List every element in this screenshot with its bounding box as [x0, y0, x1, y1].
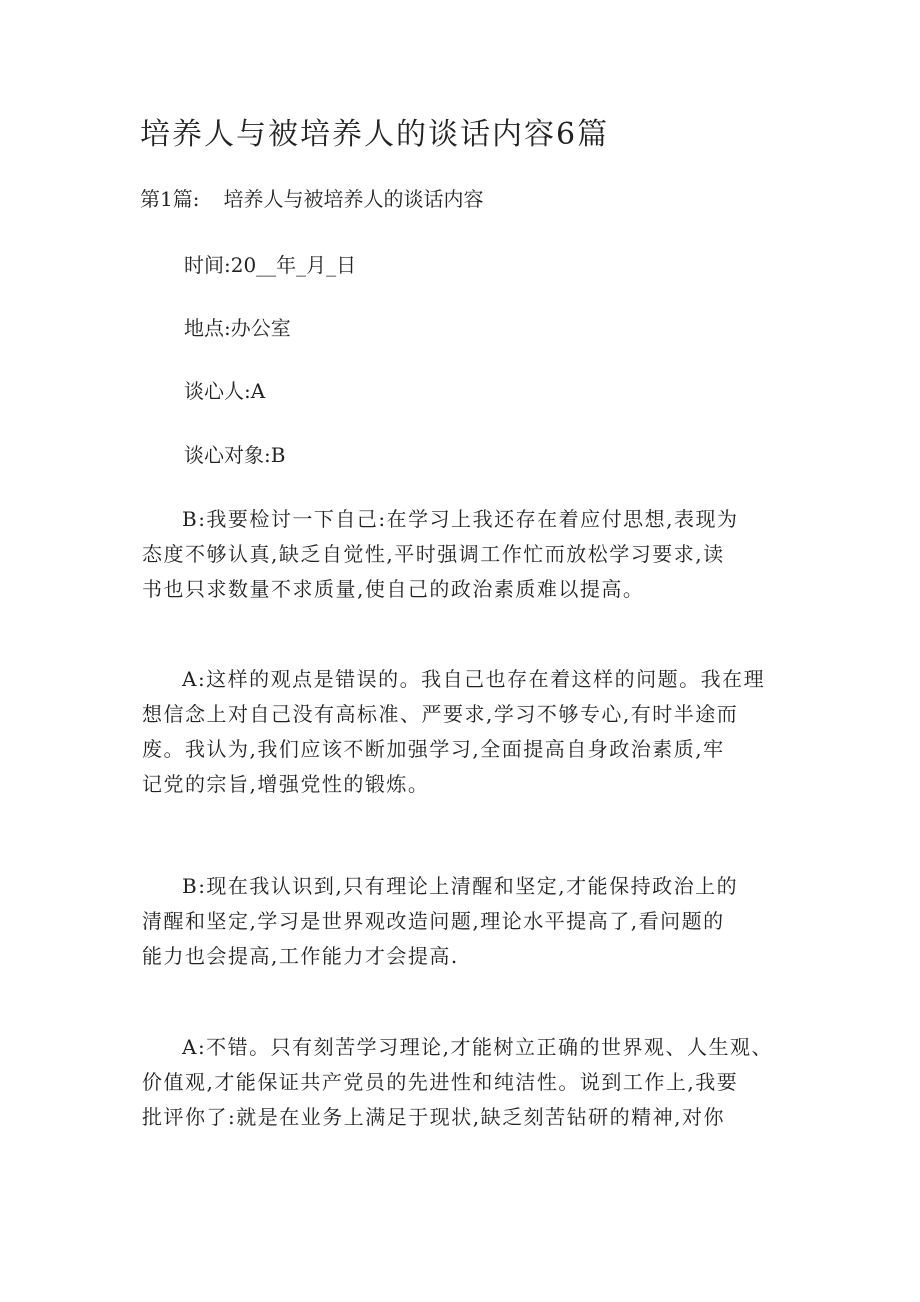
- paragraph-line: B:现在我认识到,只有理论上清醒和坚定,才能保持政治上的: [182, 874, 739, 898]
- paragraph-line: 清醒和坚定,学习是世界观改造问题,理论水平提高了,看问题的: [142, 909, 725, 933]
- paragraph-line: 批评你了:就是在业务上满足于现状,缺乏刻苦钻研的精神,对你: [142, 1105, 725, 1129]
- meeting-time: 时间:20__年_月_日: [184, 253, 357, 277]
- meeting-target: 谈心对象:B: [184, 443, 286, 467]
- paragraph-line: 想信念上对自己没有高标准、严要求,学习不够专心,有时半途而: [142, 702, 739, 726]
- dialogue-paragraph: [142, 1030, 802, 1135]
- paragraph-line: 废。我认为,我们应该不断加强学习,全面提高自身政治素质,牢: [142, 737, 725, 761]
- section-label: 第1篇:: [140, 187, 200, 211]
- paragraph-line: 态度不够认真,缺乏自觉性,平时强调工作忙而放松学习要求,读: [142, 542, 725, 566]
- section-title: 培养人与被培养人的谈话内容: [223, 187, 484, 211]
- meeting-place: 地点:办公室: [184, 316, 291, 340]
- dialogue-paragraph: [142, 869, 802, 974]
- paragraph-line: 书也只求数量不求质量,使自己的政治素质难以提高。: [142, 577, 645, 601]
- paragraph-line: A:不错。只有刻苦学习理论,才能树立正确的世界观、人生观、: [182, 1035, 774, 1059]
- section-heading: [140, 184, 483, 214]
- meeting-speaker: 谈心人:A: [184, 379, 266, 403]
- paragraph-line: B:我要检讨一下自己:在学习上我还存在着应付思想,表现为: [182, 507, 739, 531]
- paragraph-line: 能力也会提高,工作能力才会提高.: [142, 944, 459, 968]
- paragraph-line: 记党的宗旨,增强党性的锻炼。: [142, 772, 430, 796]
- dialogue-paragraph: [142, 502, 802, 607]
- dialogue-paragraph: [142, 662, 802, 802]
- paragraph-line: 价值观,才能保证共产党员的先进性和纯洁性。说到工作上,我要: [142, 1070, 739, 1094]
- document-title: 培养人与被培养人的谈话内容6篇: [140, 117, 610, 152]
- paragraph-line: A:这样的观点是错误的。我自己也存在着这样的问题。我在理: [182, 667, 766, 691]
